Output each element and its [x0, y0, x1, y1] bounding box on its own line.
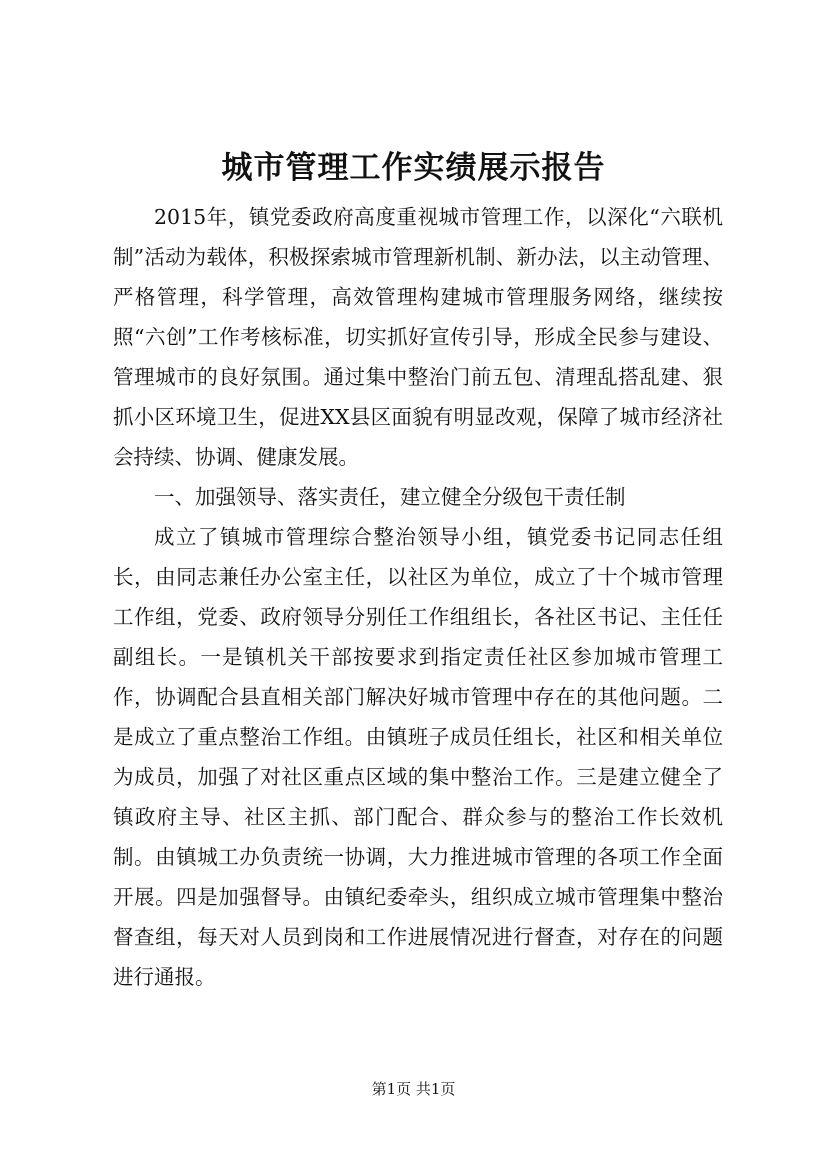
section-heading: 一、加强领导、落实责任，建立健全分级包干责任制 — [154, 485, 626, 509]
section-paragraph: 成立了镇城市管理综合整治领导小组，镇党委书记同志任组长，由同志兼任办公室主任，以社区为单位，成立了十个城市管理工作组，党委、政府领导分别任工作组组长，各社区书记、主任任副组长。一是镇机关干部按要求到指定责任社区参加城市管理工作，协调配合县直相关部门解决好城市管理中存在的其他问题。二是成立了重点整治工作组。由镇班子成员任组长，社区和相关单位为成员，加强了对社区重点区域的集中整治工作。三是建立健全了镇政府主导、社区主抓、部门配合、群众参与的整治工作长效机制。由镇城工办负责统一协调，大力推进城市管理的各项工作全面开展。四是加强督导。由镇纪委牵头，组织成立城市管理集中整治督查组，每天对人员到岗和工作进展情况进行督查，对存在的问题进行通报。 — [113, 525, 723, 989]
document-body — [113, 197, 723, 997]
page-title: 城市管理工作实绩展示报告 — [221, 150, 606, 186]
intro-paragraph: 2015年，镇党委政府高度重视城市管理工作，以深化“六联机制”活动为载体，积极探索城市管理新机制、新办法，以主动管理、严格管理，科学管理，高效管理构建城市管理服务网络，继续按照“六创”工作考核标准，切实抓好宣传引导，形成全民参与建设、管理城市的良好氛围。通过集中整治门前五包、清理乱搭乱建、狠抓小区环境卫生，促进XX县区面貌有明显改观，保障了城市经济社会持续、协调、健康发展。 — [113, 205, 723, 469]
page-footer: 第1页 共1页 — [371, 1080, 456, 1098]
